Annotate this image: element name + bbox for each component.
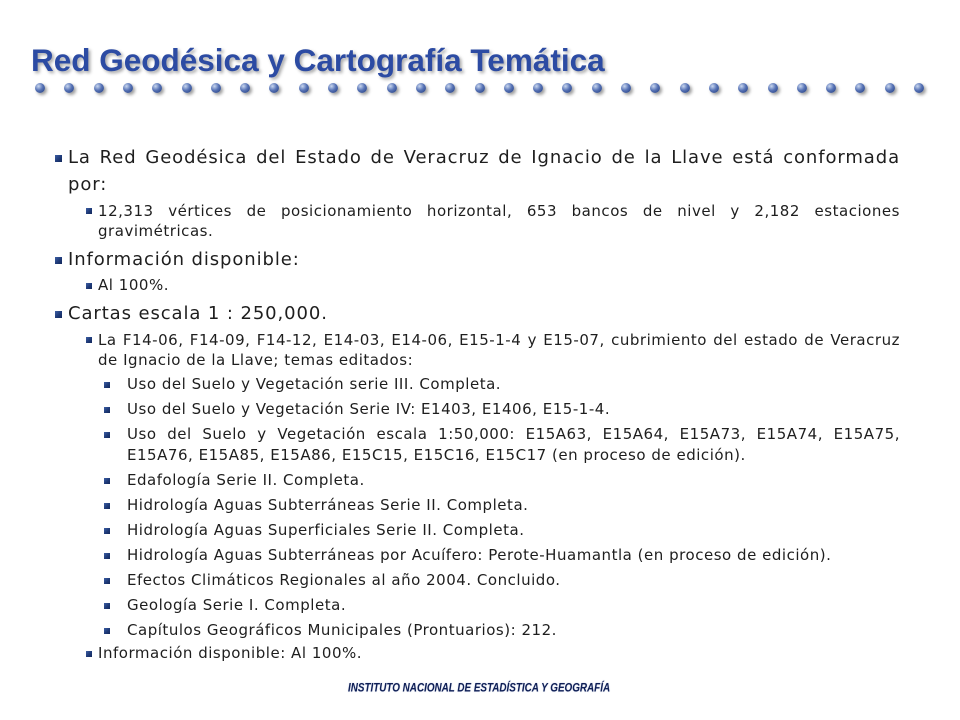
theme-item <box>0 520 900 541</box>
divider-dot <box>592 83 602 93</box>
divider-dot <box>240 83 250 93</box>
square-bullet-icon <box>86 651 92 657</box>
divider-dot <box>123 83 133 93</box>
bullet-text: La Red Geodésica del Estado de Veracruz de Ignacio de la Llave está conformada por: <box>68 147 900 195</box>
divider-dot <box>885 83 895 93</box>
subbullet-porcentaje <box>0 275 900 295</box>
subbullet-text: 12,313 vértices de posicionamiento horizontal, 653 bancos de nivel y 2,182 estaciones gravimétricas. <box>98 201 900 240</box>
theme-item <box>0 620 900 641</box>
square-bullet-icon <box>104 578 110 584</box>
theme-item-text: Hidrología Aguas Subterráneas Serie II. Completa. <box>127 495 529 514</box>
divider-dot <box>416 83 426 93</box>
slide-title: Red Geodésica y Cartografía Temática <box>31 42 605 78</box>
subbullet-text: La F14-06, F14-09, F14-12, E14-03, E14-06, E15-1-4 y E15-07, cubrimiento del estado de Veracruz de Ignacio de la Llave; temas editados: <box>98 330 900 369</box>
square-bullet-icon <box>86 208 92 214</box>
square-bullet-icon <box>104 432 110 438</box>
divider-dot <box>475 83 485 93</box>
subbullet-vertices <box>0 201 900 241</box>
theme-item <box>0 545 900 566</box>
divider-dot <box>357 83 367 93</box>
theme-item-text: Hidrología Aguas Superficiales Serie II. Completa. <box>127 520 525 539</box>
divider-dot <box>35 83 45 93</box>
square-bullet-icon <box>104 553 110 559</box>
theme-item-text: Capítulos Geográficos Municipales (Prontuarios): 212. <box>127 620 557 639</box>
square-bullet-icon <box>55 257 62 264</box>
theme-item-text: Hidrología Aguas Subterráneas por Acuífero: Perote-Huamantla (en proceso de edición). <box>127 545 832 564</box>
theme-item-text: Uso del Suelo y Vegetación escala 1:50,000: E15A63, E15A64, E15A73, E15A74, E15A75, E15A76, E15A85, E15A86, E15C15, E15C16, E15C17 (en proceso de edición). <box>127 424 900 464</box>
square-bullet-icon <box>104 478 110 484</box>
divider-dot <box>94 83 104 93</box>
square-bullet-icon <box>104 628 110 634</box>
theme-item-text: Geología Serie I. Completa. <box>127 595 347 614</box>
divider-dot <box>650 83 660 93</box>
square-bullet-icon <box>104 503 110 509</box>
square-bullet-icon <box>104 603 110 609</box>
theme-item <box>0 495 900 516</box>
bullet-informacion-disponible <box>0 246 900 273</box>
bullet-list <box>0 144 900 663</box>
theme-item-text: Edafología Serie II. Completa. <box>127 470 365 489</box>
divider-dot <box>328 83 338 93</box>
divider-dot <box>299 83 309 93</box>
bullet-text: Cartas escala 1 : 250,000. <box>68 303 328 324</box>
divider-dot <box>152 83 162 93</box>
divider-dot <box>680 83 690 93</box>
divider-dot <box>445 83 455 93</box>
divider-dot <box>504 83 514 93</box>
divider-dot <box>182 83 192 93</box>
theme-item <box>0 424 900 466</box>
divider-dot <box>562 83 572 93</box>
divider-dot <box>211 83 221 93</box>
bullet-red-geodesica <box>0 144 900 198</box>
divider-dot <box>621 83 631 93</box>
divider-dot <box>914 83 924 93</box>
subbullet-cartas-cubrimiento <box>0 330 900 370</box>
title-dot-divider <box>35 83 935 97</box>
theme-item <box>0 374 900 395</box>
divider-dot <box>855 83 865 93</box>
bullet-cartas-escala <box>0 300 900 327</box>
divider-dot <box>64 83 74 93</box>
divider-dot <box>797 83 807 93</box>
divider-dot <box>533 83 543 93</box>
square-bullet-icon <box>55 311 62 318</box>
theme-item-text: Efectos Climáticos Regionales al año 2004. Concluido. <box>127 570 561 589</box>
theme-item <box>0 399 900 420</box>
divider-dot <box>387 83 397 93</box>
subbullet-text: Al 100%. <box>98 276 170 294</box>
divider-dot <box>768 83 778 93</box>
subbullet-text: Información disponible: Al 100%. <box>98 644 363 662</box>
bullet-text: Información disponible: <box>68 248 300 270</box>
theme-item-text: Uso del Suelo y Vegetación serie III. Completa. <box>127 374 502 393</box>
theme-item <box>0 595 900 616</box>
subbullet-informacion-disponible <box>0 643 900 663</box>
square-bullet-icon <box>104 407 110 413</box>
divider-dot <box>709 83 719 93</box>
divider-dot <box>269 83 279 93</box>
divider-dot <box>826 83 836 93</box>
square-bullet-icon <box>104 382 110 388</box>
theme-item <box>0 470 900 491</box>
footer-institution-name: INSTITUTO NACIONAL DE ESTADÍSTICA Y GEOGRAFÍA <box>348 681 611 695</box>
divider-dot <box>738 83 748 93</box>
square-bullet-icon <box>55 155 62 162</box>
square-bullet-icon <box>86 283 92 289</box>
theme-item <box>0 570 900 591</box>
square-bullet-icon <box>86 337 92 343</box>
theme-item-text: Uso del Suelo y Vegetación Serie IV: E1403, E1406, E15-1-4. <box>127 399 611 418</box>
square-bullet-icon <box>104 528 110 534</box>
